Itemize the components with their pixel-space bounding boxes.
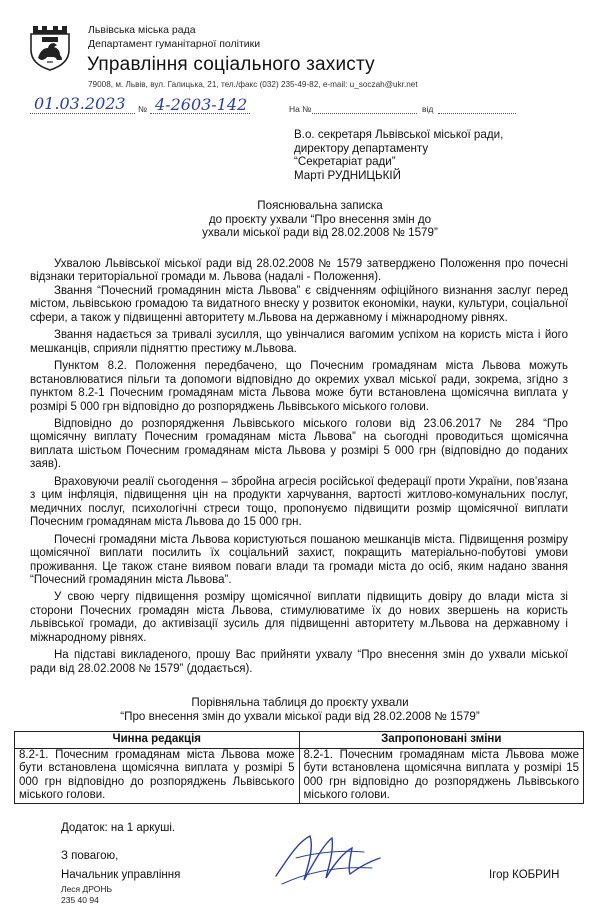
title-line: ухвали міської ради від 28.02.2008 № 1579” [202, 226, 438, 240]
comparison-caption-line: Порівняльна таблиця до проєкту ухвали [191, 696, 409, 709]
comparison-caption-line: “Про внесення змін до ухвали міської ради від 28.02.2008 № 1579” [120, 709, 480, 723]
registration-number-label: № [138, 104, 148, 114]
addressee-line: директору департаменту [294, 141, 429, 155]
number-underline [150, 113, 250, 114]
date-underline [30, 113, 135, 114]
signatory-name: Ігор КОБРИН [489, 869, 560, 881]
addressee-line: Марті РУДНИЦЬКІЙ [294, 168, 401, 182]
table-header-proposed: Запропоновані зміни [299, 732, 584, 749]
reference-number-line [312, 113, 417, 114]
body-paragraph: Почесні громадяни міста Львова користуються пошаною мешканців міста. Підвищення розміру щомісячної виплати посилить їх соціальний захист, покращить матеріально-побутові умови проживання. Це також стане виявом поваги влади та громади міста до осіб, яким надано звання “Почесний громадянин міста Львова”. [30, 533, 568, 586]
office-name: Управління соціального захисту [87, 54, 375, 75]
addressee-line: В.о. секретаря Львівської міської ради, [294, 128, 504, 141]
council-name: Львівська міська рада [88, 24, 196, 36]
title-line: Пояснювальна записка [257, 199, 383, 212]
comparison-caption [100, 696, 500, 723]
table-header-row [15, 732, 584, 749]
department-name: Департамент гуманітарної політики [88, 38, 261, 50]
signatory-position: Начальник управління [61, 869, 181, 881]
executor-name: Леся ДРОНЬ [61, 884, 113, 894]
office-contacts: 79008, м. Львів, вул. Галицька, 21, тел./факс (032) 235-49-82, e-mail: u_soczah@ukr.net [88, 80, 418, 89]
reference-number-label: На № [289, 104, 312, 114]
registration-date: 01.03.2023 [34, 94, 126, 113]
reference-date-label: від [422, 104, 434, 114]
comparison-table [14, 731, 584, 804]
table-cell-current: 8.2-1. Почесним громадянам міста Львова може бути встановлена щомісячна виплата у розмірі 5 000 грн відповідно до розпоряджень Львівського міського голови. [15, 748, 300, 803]
body-paragraph: Ухвалою Львівської міської ради від 28.02.2008 № 1579 затверджено Положення про почесні відзнаки територіальної громади м. Львова (надалі - Положення). [30, 258, 568, 284]
addressee-block [294, 128, 503, 182]
body-paragraph: Звання “Почесний громадянин міста Львова” є свідченням офіційного визнання заслуг перед містом, львівською громадою та видатного внеску у розвиток економіки, науки, культури, соціальної сфери, а також у підвищенні авторитету м.Львова на державному і міжнародному рівнях. [30, 284, 568, 324]
addressee-line: “Секретаріат ради” [294, 155, 396, 169]
title-line: до проєкту ухвали “Про внесення змін до [208, 212, 432, 226]
letter-body [30, 258, 568, 676]
handwritten-signature-icon [268, 828, 388, 890]
body-paragraph: Звання надається за тривалі зусилля, що увінчалися вагомим успіхом на користь міста і його мешканців, сприяли підняттю престижу м.Львова. [30, 329, 568, 355]
table-row [15, 748, 584, 803]
table-header-current: Чинна редакція [15, 732, 300, 749]
registration-number: 4-2603-142 [155, 95, 248, 114]
attachment-note: Додаток: на 1 аркуші. [61, 822, 176, 834]
executor-phone: 235 40 94 [61, 895, 99, 905]
table-cell-proposed: 8.2-1. Почесним громадянам міста Львова може бути встановлена щомісячна виплата у розмірі 15 000 грн відповідно до розпоряджень Львівського міського голови. [299, 748, 584, 803]
document-title [180, 199, 460, 240]
regards-line: З повагою, [61, 850, 119, 862]
body-paragraph: Враховуючи реалії сьогодення – збройна агресія російської федерації проти України, пов’язана з цим інфляція, підвищення цін на продукти харчування, вартості житлово-комунальних послуг, медичних послуг, психологічні стреси тощо, пропонуємо підвищити розмір щомісячної виплати Почесним громадянам міста Львова до 15 000 грн. [30, 475, 568, 529]
body-paragraph: Відповідно до розпорядження Львівського міського голови від 23.06.2017 № 284 “Про щомісячну виплату Почесним громадянам міста Львова” на сьогодні проводиться щомісячна виплата шістьом Почесним громадянам міста Львова у розмірі 5 000 грн (відповідно до поданих заяв). [30, 417, 568, 471]
body-paragraph: Пунктом 8.2. Положення передбачено, що Почесним громадянам міста Львова можуть встановлюватися пільги та допомоги відповідно до окремих ухвал міської ради, зокрема, згідно з пунктом 8.2-1 Почесним громадянам міста Львова може бути встановлена щомісячна виплата у розмірі 5 000 грн відповідно до розпоряджень Львівського міського голови. [30, 360, 568, 413]
reference-date-line [438, 113, 516, 114]
body-paragraph: У свою чергу підвищення розміру щомісячної виплати підвищить довіру до влади міста зі сторони Почесних громадян міста Львова, стимулюватиме їх до нових звершень на користь львівської громади, до активізації зусиль для підвищенні авторитету м.Львова на державному і міжнародному рівнях. [30, 591, 568, 644]
lviv-coat-of-arms-icon [27, 24, 73, 72]
body-paragraph: На підставі викладеного, прошу Вас прийняти ухвалу “Про внесення змін до ухвали міської ради від 28.02.2008 № 1579” (додається). [30, 649, 568, 675]
